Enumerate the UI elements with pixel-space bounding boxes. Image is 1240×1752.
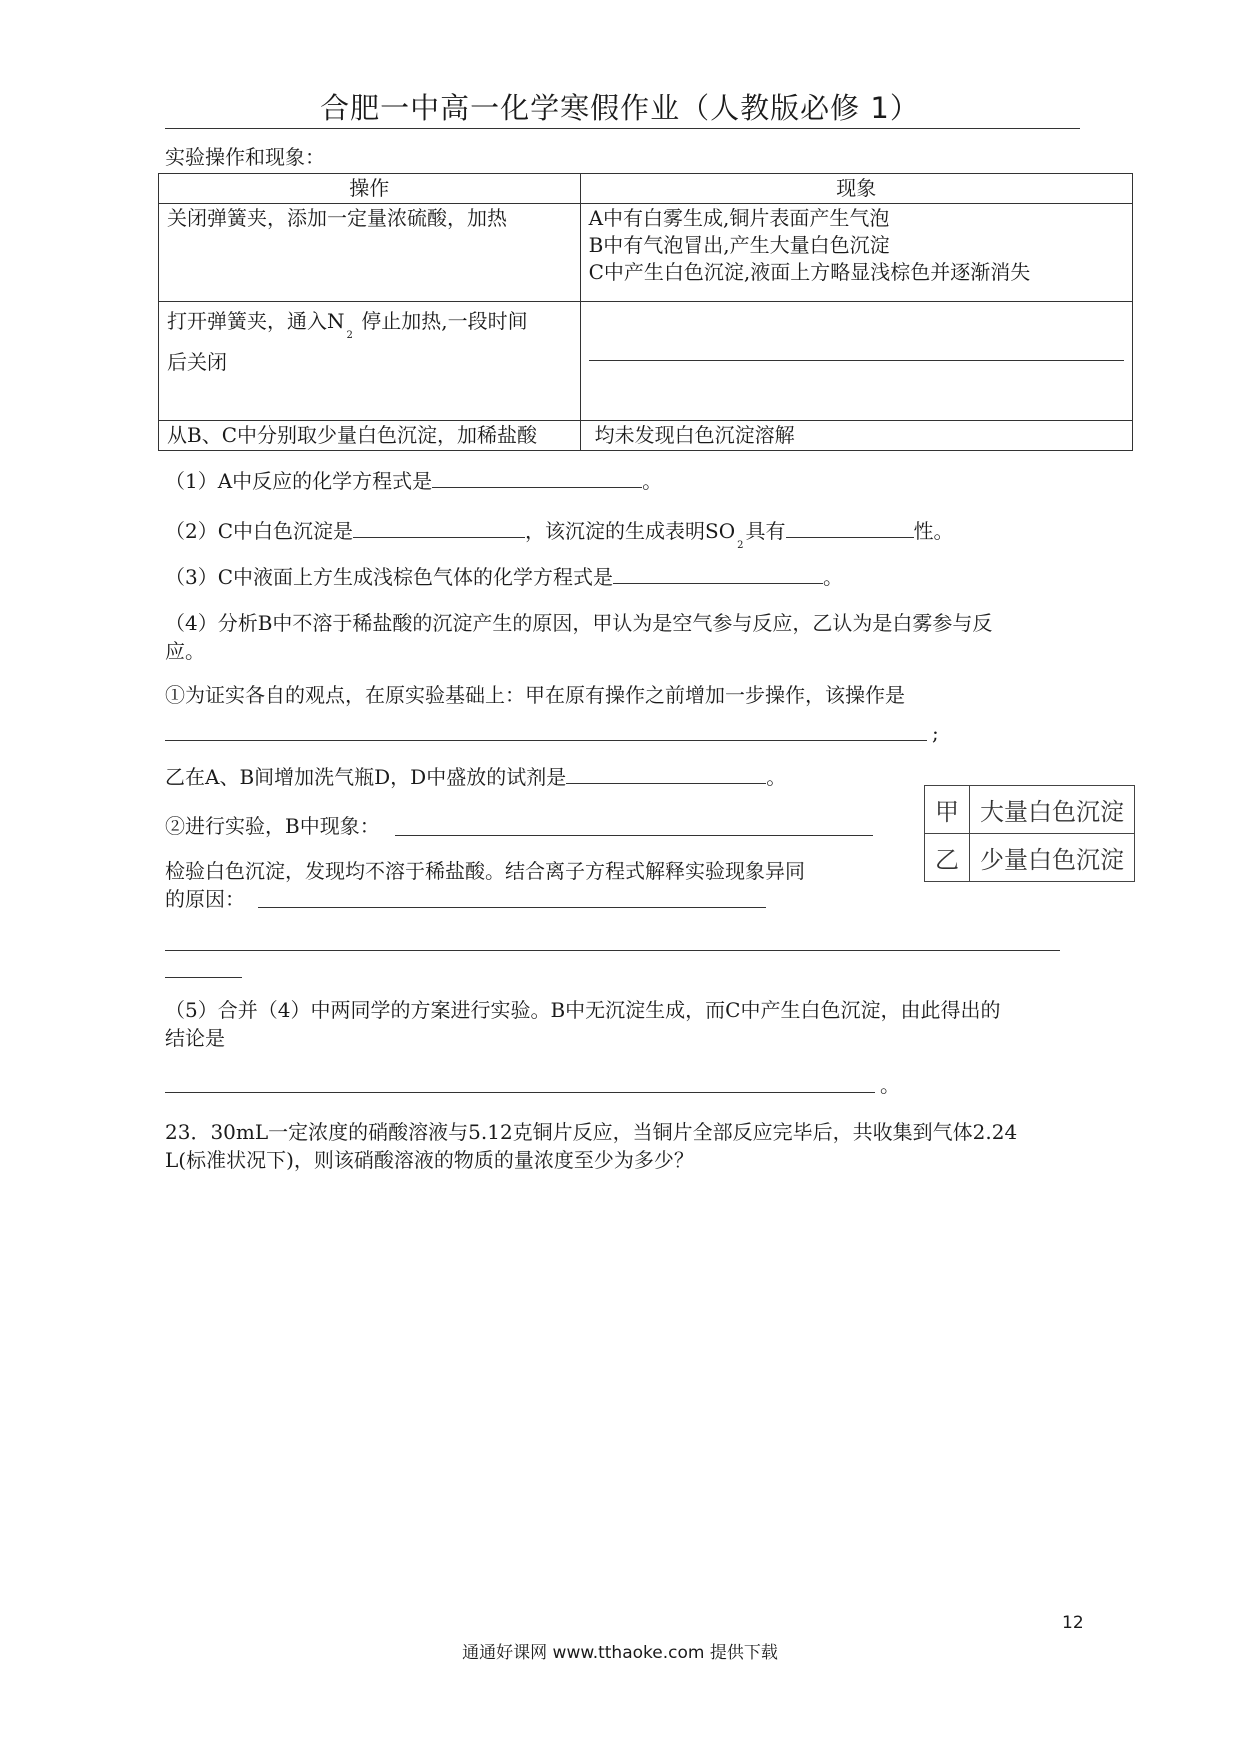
question-23-line1: 23．30mL一定浓度的硝酸溶液与5.12克铜片反应，当铜片全部反应完毕后，共收集到气体2.24 — [165, 1120, 1018, 1144]
table-row — [159, 421, 1133, 451]
answer-line[interactable] — [395, 835, 873, 836]
answer-line[interactable] — [165, 977, 242, 978]
question-23-line2: L(标准状况下)，则该硝酸溶液的物质的量浓度至少为多少？ — [165, 1148, 694, 1172]
question-4-line1: （4）分析B中不溶于稀盐酸的沉淀产生的原因，甲认为是空气参与反应，乙认为是白雾参与反 — [165, 611, 993, 635]
page-footer: 通通好课网 www.tthaoke.com 提供下载 — [462, 1643, 778, 1663]
question-1: （1）A中反应的化学方程式是 。 — [165, 469, 663, 493]
question-4-part5: 的原因： — [165, 887, 245, 911]
question-2: （2）C中白色沉淀是 ，该沉淀的生成表明$SO_2$具有 性。 — [165, 519, 954, 551]
question-4-part4: 检验白色沉淀，发现均不溶于稀盐酸。结合离子方程式解释实验现象异同 — [165, 859, 805, 883]
table-cell-operation: 打开弹簧夹，通入$N_2$ 停止加热,一段时间 后关闭 — [159, 302, 581, 421]
table-cell-operation: 关闭弹簧夹，添加一定量浓硫酸，加热 — [159, 204, 581, 302]
table-header-operation: 操作 — [159, 174, 581, 204]
student-name: 乙 — [925, 834, 970, 882]
student-result: 大量白色沉淀 — [970, 786, 1135, 834]
question-4-part3: ②进行实验，B中现象： — [165, 814, 380, 838]
observation-line: A中有白雾生成,铜片表面产生气泡 — [588, 206, 890, 230]
observation-line: C中产生白色沉淀,液面上方略显浅棕色并逐渐消失 — [588, 260, 1031, 284]
answer-line[interactable] — [165, 950, 1060, 951]
observation-line: B中有气泡冒出,产生大量白色沉淀 — [588, 233, 890, 257]
student-result: 少量白色沉淀 — [970, 834, 1135, 882]
answer-blank[interactable] — [786, 517, 914, 538]
table-cell-operation: 从B、C中分别取少量白色沉淀，加稀盐酸 — [159, 421, 581, 451]
answer-line[interactable] — [165, 1092, 875, 1093]
header-rule — [165, 128, 1080, 129]
answer-blank[interactable] — [353, 517, 525, 538]
section-label: 实验操作和现象： — [165, 145, 325, 169]
question-5-line2: 结论是 — [165, 1026, 225, 1050]
table-header-row — [159, 174, 1133, 204]
page-header-title: 合肥一中高一化学寒假作业（人教版必修 1） — [320, 91, 920, 125]
question-5-line1: （5）合并（4）中两同学的方案进行实验。B中无沉淀生成，而C中产生白色沉淀，由此得出的 — [165, 998, 1001, 1022]
period: 。 — [880, 1073, 900, 1097]
table-cell-phenomenon — [580, 204, 1132, 302]
result-table — [924, 785, 1135, 882]
answer-blank[interactable] — [613, 563, 823, 584]
answer-line — [589, 360, 1124, 361]
table-row — [925, 834, 1135, 882]
table-row — [925, 786, 1135, 834]
table-row — [159, 302, 1133, 421]
table-cell-phenomenon-blank[interactable] — [580, 302, 1132, 421]
experiment-table — [158, 173, 1133, 451]
question-4-part1: ①为证实各自的观点，在原实验基础上：甲在原有操作之前增加一步操作，该操作是 — [165, 683, 905, 707]
answer-line[interactable] — [165, 740, 927, 741]
question-3: （3）C中液面上方生成浅棕色气体的化学方程式是 。 — [165, 565, 844, 589]
table-cell-phenomenon: 均未发现白色沉淀溶解 — [580, 421, 1132, 451]
table-row — [159, 204, 1133, 302]
answer-blank[interactable] — [432, 467, 642, 488]
answer-blank[interactable] — [566, 763, 766, 784]
page-number: 12 — [1062, 1613, 1084, 1633]
question-4-line2: 应。 — [165, 639, 205, 663]
semicolon: ; — [932, 721, 939, 745]
question-4-part2: 乙在A、B间增加洗气瓶D，D中盛放的试剂是 。 — [165, 765, 787, 789]
answer-line[interactable] — [258, 907, 766, 908]
student-name: 甲 — [925, 786, 970, 834]
table-header-phenomenon: 现象 — [580, 174, 1132, 204]
